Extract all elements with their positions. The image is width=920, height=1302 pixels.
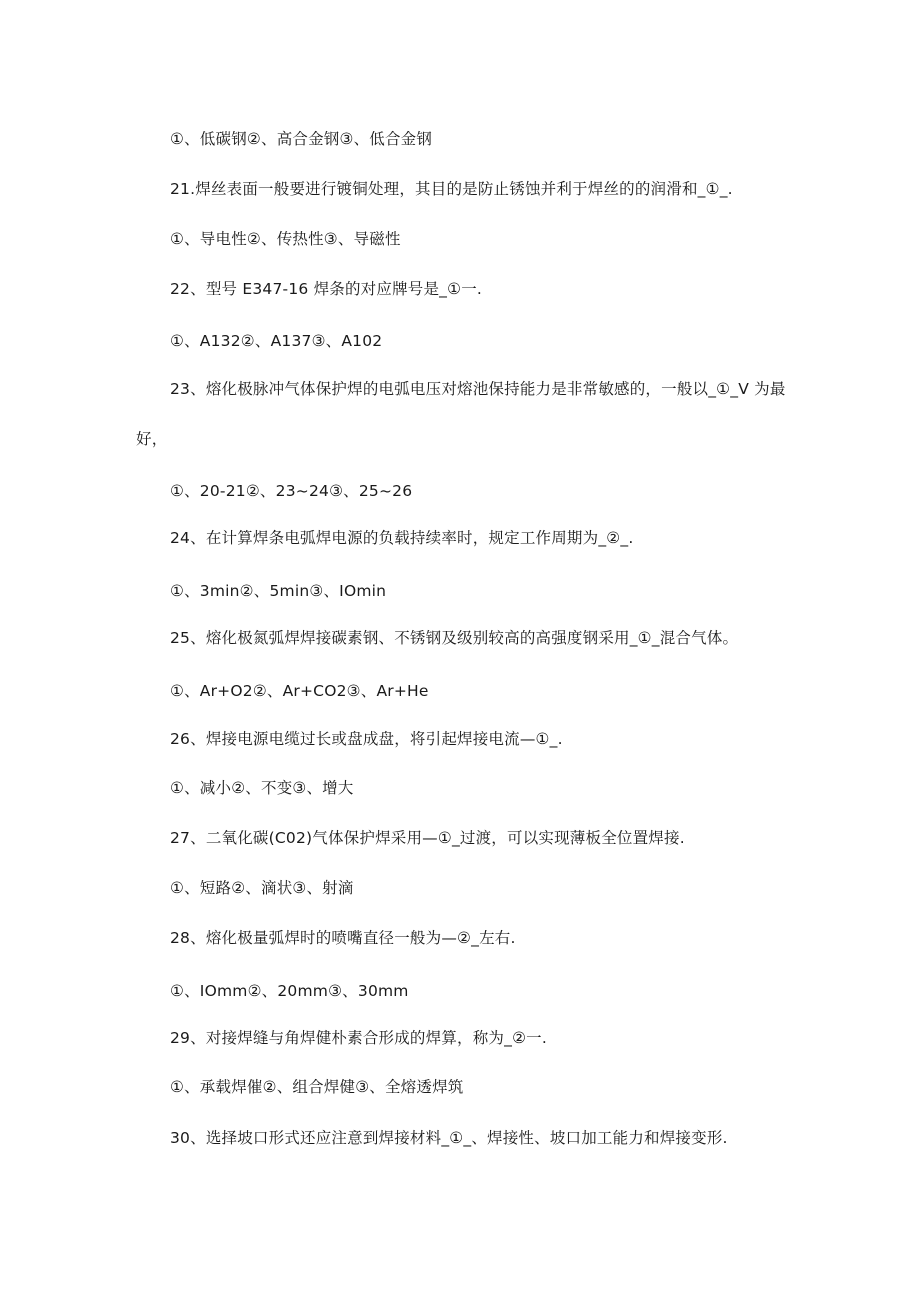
question-28: 28、熔化极量弧焊时的喷嘴直径一般为—②_左右. bbox=[170, 929, 516, 947]
answer-options-21: ①、导电性②、传热性③、导磁性 bbox=[170, 230, 401, 248]
question-30: 30、选择坡口形式还应注意到焊接材料_①_、焊接性、坡口加工能力和焊接变形. bbox=[170, 1129, 728, 1147]
answer-options-20: ①、低碳钢②、高合金钢③、低合金钢 bbox=[170, 130, 433, 148]
answer-options-28: ①、IOmm②、20mm③、30mm bbox=[170, 982, 409, 1000]
answer-options-23: ①、20-21②、23~24③、25~26 bbox=[170, 482, 413, 500]
answer-options-24: ①、3min②、5min③、IOmin bbox=[170, 582, 387, 600]
question-25: 25、熔化极氮弧焊焊接碳素钢、不锈钢及级别较高的高强度钢采用_①_混合气体。 bbox=[170, 629, 739, 647]
question-26: 26、焊接电源电缆过长或盘成盘，将引起焊接电流—①_. bbox=[170, 730, 563, 748]
question-29: 29、对接焊缝与角焊健朴素合形成的焊算，称为_②一. bbox=[170, 1029, 547, 1047]
question-23: 23、熔化极脉冲气体保护焊的电弧电压对熔池保持能力是非常敏感的，一般以_①_V 为最 bbox=[170, 380, 786, 398]
answer-options-25: ①、Ar+O2②、Ar+CO2③、Ar+He bbox=[170, 682, 429, 700]
answer-options-26: ①、减小②、不变③、增大 bbox=[170, 779, 354, 797]
question-22: 22、型号 E347-16 焊条的对应牌号是_①一. bbox=[170, 280, 483, 298]
question-23-continued: 好， bbox=[136, 430, 168, 448]
answer-options-22: ①、A132②、A137③、A102 bbox=[170, 332, 383, 350]
answer-options-29: ①、承载焊催②、组合焊健③、全熔透焊筑 bbox=[170, 1078, 464, 1096]
answer-options-27: ①、短路②、滴状③、射滴 bbox=[170, 879, 354, 897]
question-27: 27、二氧化碳(C02)气体保护焊采用—①_过渡，可以实现薄板全位置焊接. bbox=[170, 829, 685, 847]
question-24: 24、在计算焊条电弧焊电源的负载持续率时，规定工作周期为_②_. bbox=[170, 529, 634, 547]
question-21: 21.焊丝表面一般要进行镀铜处理，其目的是防止锈蚀并利于焊丝的的润滑和_①_. bbox=[170, 180, 733, 198]
